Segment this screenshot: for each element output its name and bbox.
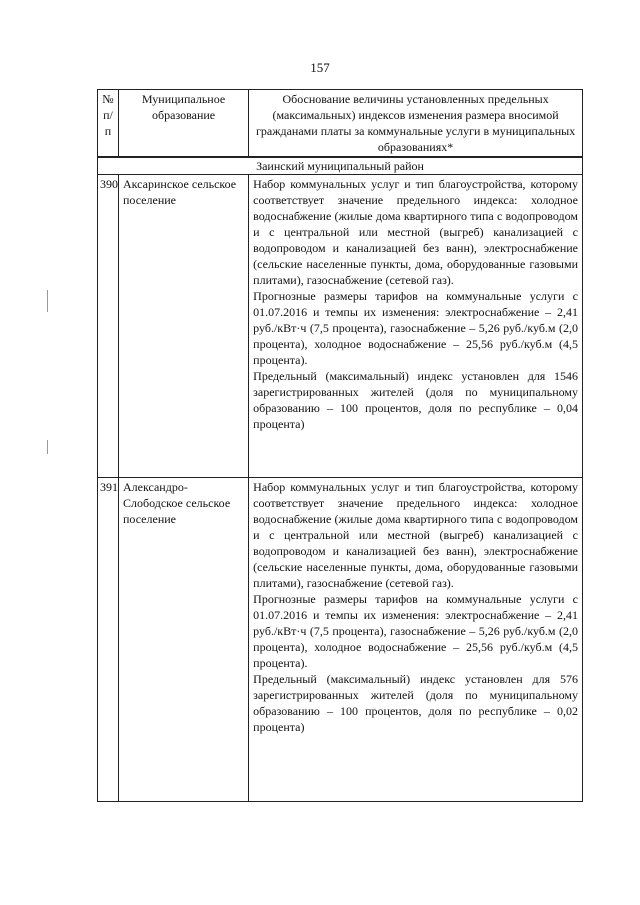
region-row	[98, 157, 583, 175]
page-number: 157	[310, 60, 330, 75]
row-number: 390	[98, 175, 119, 478]
scan-artifact-line	[47, 440, 48, 454]
justification-paragraph: Предельный (максимальный) индекс установлен для 1546 зарегистрированных жителей (доля по муниципальному образованию – 100 процентов, доля по республике – 0,04 процента)	[253, 369, 578, 431]
region-title: Заинский муниципальный район	[98, 157, 583, 175]
municipality-name: Аксаринское сельское поселение	[118, 175, 248, 478]
justification-paragraph: Предельный (максимальный) индекс установлен для 576 зарегистрированных жителей (доля по муниципальному образованию – 100 процентов, доля по республике – 0,02 процента)	[253, 672, 578, 734]
justification-cell	[249, 478, 583, 802]
header-justification: Обоснование величины установленных предельных (максимальных) индексов изменения размера вносимой гражданами платы за коммунальные услуги в муниципальных образованиях*	[249, 90, 583, 158]
tariff-index-table	[97, 89, 583, 802]
table-row	[98, 175, 583, 478]
row-number: 391	[98, 478, 119, 802]
header-municipality: Муниципальное образование	[118, 90, 248, 158]
justification-paragraph: Набор коммунальных услуг и тип благоустройства, которому соответствует значение предельного индекса: холодное водоснабжение (жилые дома квартирного типа с водопроводом и с центральной или местной (выгреб) канализацией с водопроводом и канализацией без ванн), электроснабжение (сельские населенные пункты, дома, оборудованные газовыми плитами), газоснабжение (сетевой газ).	[253, 480, 578, 590]
table-row	[98, 478, 583, 802]
header-num: № п/п	[98, 90, 119, 158]
justification-paragraph: Прогнозные размеры тарифов на коммунальные услуги с 01.07.2016 и темпы их изменения: электроснабжение – 2,41 руб./кВт·ч (7,5 процента), газоснабжение – 5,26 руб./куб.м (2,0 процента), холодное водоснабжение – 25,56 руб./куб.м (4,5 процента).	[253, 289, 578, 367]
justification-paragraph: Прогнозные размеры тарифов на коммунальные услуги с 01.07.2016 и темпы их изменения: электроснабжение – 2,41 руб./кВт·ч (7,5 процента), газоснабжение – 5,26 руб./куб.м (2,0 процента), холодное водоснабжение – 25,56 руб./куб.м (4,5 процента).	[253, 592, 578, 670]
municipality-name: Александро-Слободское сельское поселение	[118, 478, 248, 802]
justification-paragraph: Набор коммунальных услуг и тип благоустройства, которому соответствует значение предельного индекса: холодное водоснабжение (жилые дома квартирного типа с водопроводом и с центральной или местной (выгреб) канализацией с водопроводом и канализацией без ванн), электроснабжение (сельские населенные пункты, дома, оборудованные газовыми плитами), газоснабжение (сетевой газ).	[253, 177, 578, 287]
scan-artifact-line	[47, 290, 48, 312]
table-header-row	[98, 90, 583, 158]
justification-cell	[249, 175, 583, 478]
